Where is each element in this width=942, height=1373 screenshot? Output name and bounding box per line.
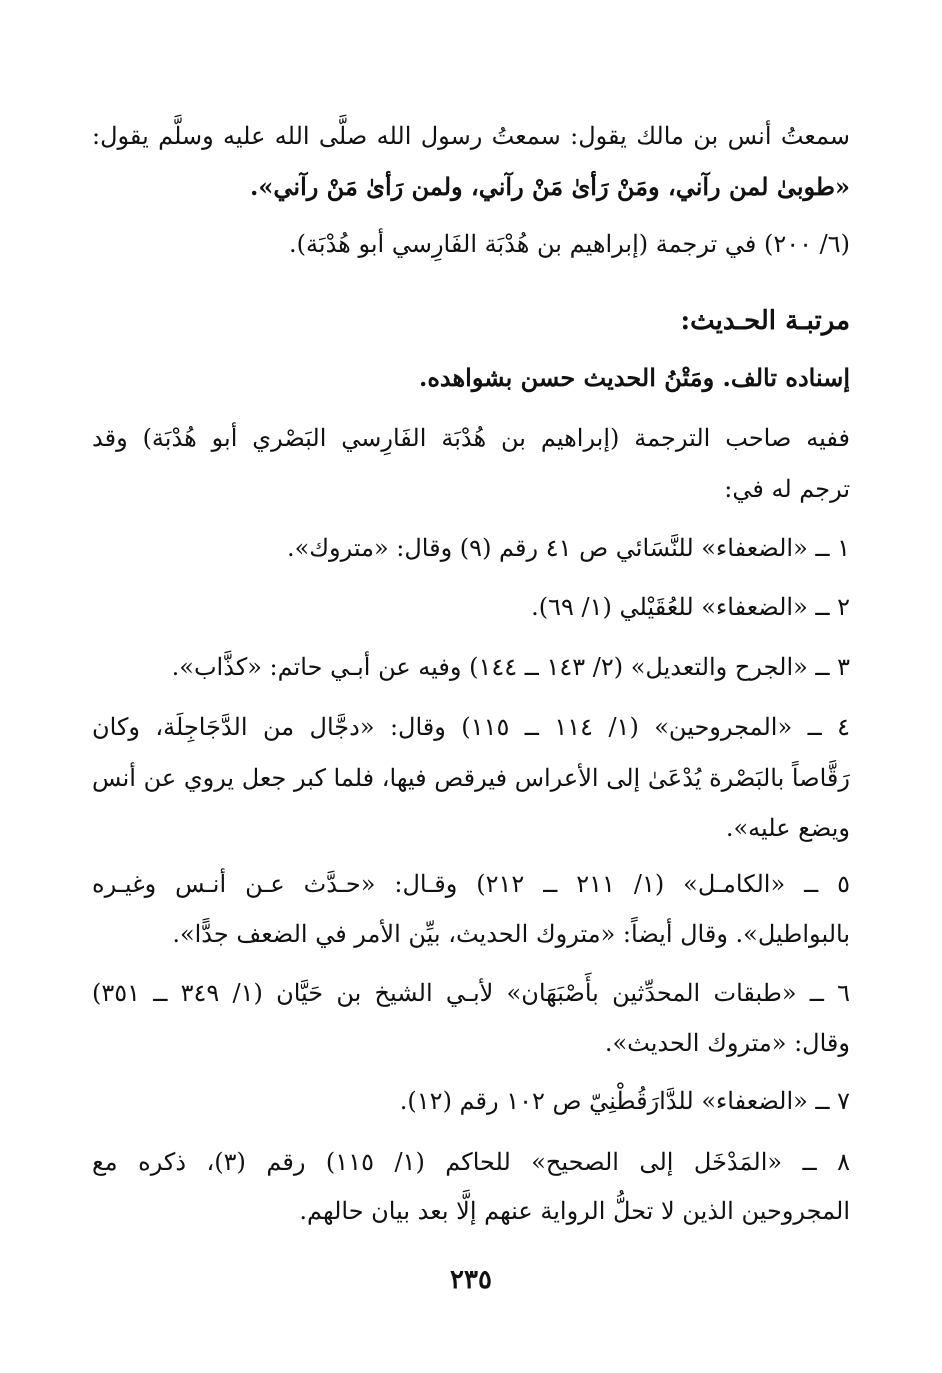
list-item-2: ٢ ــ «الضعفاء» للعُقَيْلي (١/ ٦٩). bbox=[531, 593, 850, 621]
list-item-4-line-3: ويضع عليه». bbox=[725, 814, 850, 842]
list-item-3: ٣ ــ «الجرح والتعديل» (٢/ ١٤٣ ــ ١٤٤) وفيه عن أبـي حاتم: «كذَّاب». bbox=[171, 653, 850, 681]
text-line-1: سمعتُ أنس بن مالك يقول: سمعتُ رسول الله صلَّى الله عليه وسلَّم يقول: bbox=[92, 122, 850, 150]
text-line-2-hadith-quote: «طوبىٰ لمن رآني، ومَنْ رَأىٰ مَنْ رآني، ولمن رَأىٰ مَنْ رآني». bbox=[250, 172, 850, 201]
list-item-5-line-1: ٥ ــ «الكامـل» (١/ ٢١١ ــ ٢١٢) وقـال: «حـدَّث عـن أنـس وغيـره bbox=[92, 870, 850, 898]
list-item-6-line-1: ٦ ــ «طبقات المحدِّثين بأَصْبَهَان» لأبـي الشيخ بن حَيَّان (١/ ٣٤٩ ــ ٣٥١) bbox=[92, 979, 850, 1007]
list-item-7: ٧ ــ «الضعفاء» للدَّارَقُطْنِيّ ص ١٠٢ رقم (١٢). bbox=[399, 1087, 850, 1115]
list-item-8-line-2: المجروحين الذين لا تحلُّ الرواية عنهم إلَّا بعد بيان حالهم. bbox=[299, 1197, 850, 1225]
text-line-6: ففيه صاحب الترجمة (إبراهيم بن هُدْبَة الفَارِسي البَصْري أبو هُدْبَة) وقد bbox=[92, 424, 850, 452]
list-item-8-line-1: ٨ ــ «المَدْخَل إلى الصحيح» للحاكم (١/ ١١٥) رقم (٣)، ذكره مع bbox=[92, 1148, 850, 1176]
text-line-grading: إسناده تالف. ومَتْنُ الحديث حسن بشواهده. bbox=[418, 363, 850, 392]
text-line-3-reference: (٦/ ٢٠٠) في ترجمة (إبراهيم بن هُدْبَة الفَارِسي أبو هُدْبَة). bbox=[289, 230, 850, 258]
list-item-5-line-2: بالبواطيل». وقال أيضاً: «متروك الحديث، بيِّن الأمر في الضعف جدًّا». bbox=[172, 920, 850, 948]
section-heading: مرتبـة الحـديث: bbox=[680, 306, 850, 336]
page-number: ٢٣٥ bbox=[450, 1265, 492, 1295]
text-line-7: ترجم له في: bbox=[724, 475, 850, 503]
list-item-1: ١ ــ «الضعفاء» للنَّسَائي ص ٤١ رقم (٩) وقال: «متروك». bbox=[286, 534, 850, 562]
list-item-4-line-1: ٤ ــ «المجروحين» (١/ ١١٤ ــ ١١٥) وقال: «دجَّال من الدَّجَاجِلَة، وكان bbox=[92, 713, 851, 741]
list-item-4-line-2: رَقَّاصاً بالبَصْرة يُدْعَىٰ إلى الأعراس فيرقص فيها، فلما كبر جعل يروي عن أنس bbox=[92, 764, 850, 792]
list-item-6-line-2: وقال: «متروك الحديث». bbox=[604, 1029, 850, 1057]
